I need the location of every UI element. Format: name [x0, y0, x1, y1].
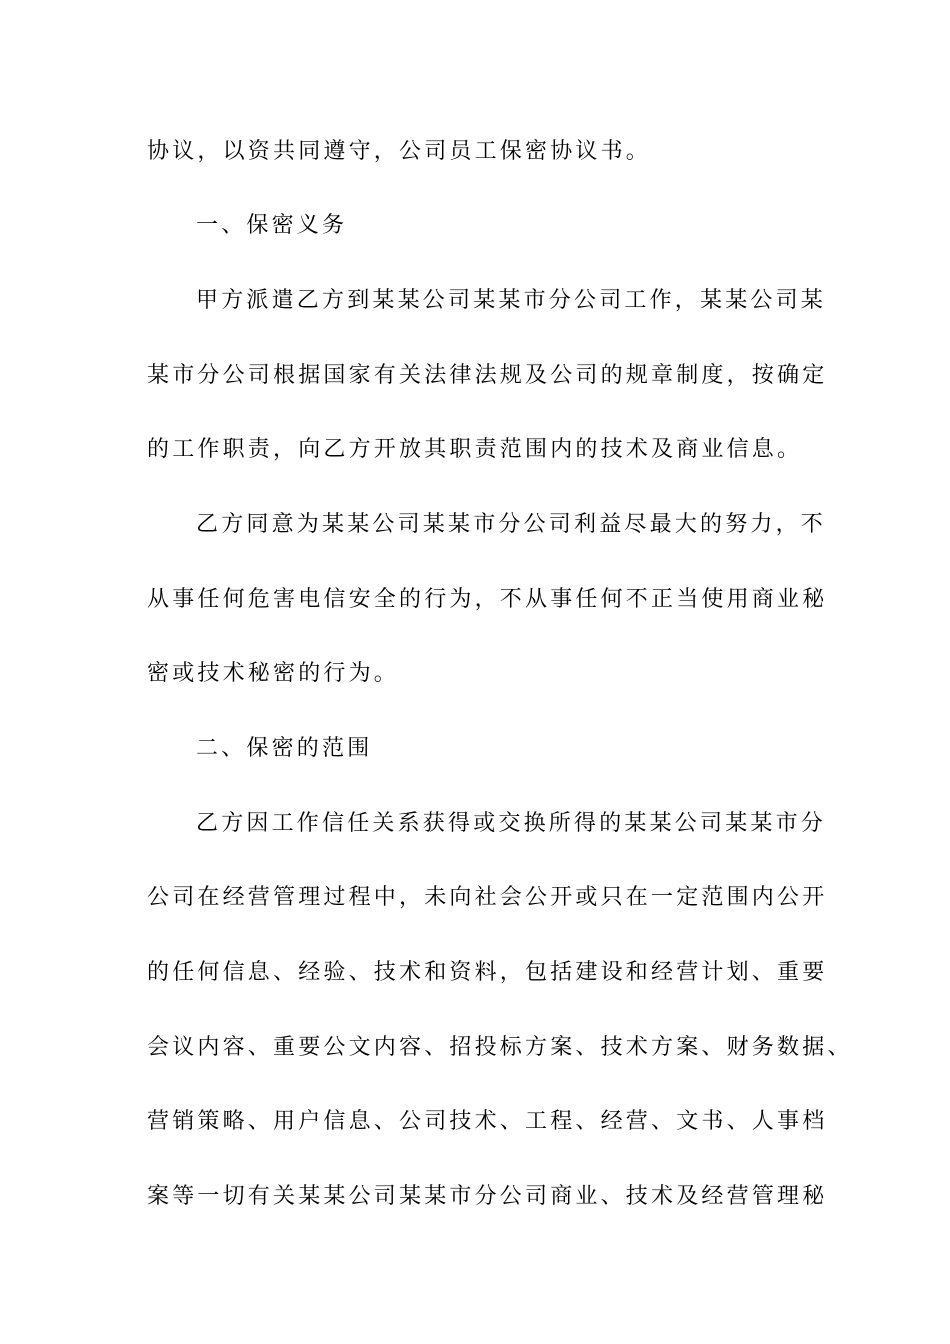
text-line: 甲方派遣乙方到某某公司某某市分公司工作，某某公司某 — [196, 288, 827, 313]
text-line: 的工作职责，向乙方开放其职责范围内的技术及商业信息。 — [147, 437, 803, 462]
text-line: 公司在经营管理过程中，未向社会公开或只在一定范围内公开 — [147, 885, 828, 910]
text-line: 乙方同意为某某公司某某市分公司利益尽最大的努力，不 — [196, 512, 827, 537]
text-line: 营销策略、用户信息、公司技术、工程、经营、文书、人事档 — [147, 1109, 828, 1134]
text-line: 密或技术秘密的行为。 — [147, 661, 400, 686]
text-line: 会议内容、重要公文内容、招投标方案、技术方案、财务数据、 — [147, 1035, 853, 1060]
text-line: 的任何信息、经验、技术和资料，包括建设和经营计划、重要 — [147, 960, 828, 985]
text-line: 某市分公司根据国家有关法律法规及公司的规章制度，按确定 — [147, 363, 828, 388]
text-line: 从事任何危害电信安全的行为，不从事任何不正当使用商业秘 — [147, 587, 828, 612]
section-heading-2: 二、保密的范围 — [196, 736, 373, 761]
text-line: 案等一切有关某某公司某某市分公司商业、技术及经营管理秘 — [147, 1184, 828, 1209]
section-heading-1: 一、保密义务 — [196, 213, 348, 238]
text-line: 乙方因工作信任关系获得或交换所得的某某公司某某市分 — [196, 811, 827, 836]
text-line: 协议，以资共同遵守，公司员工保密协议书。 — [147, 139, 652, 164]
